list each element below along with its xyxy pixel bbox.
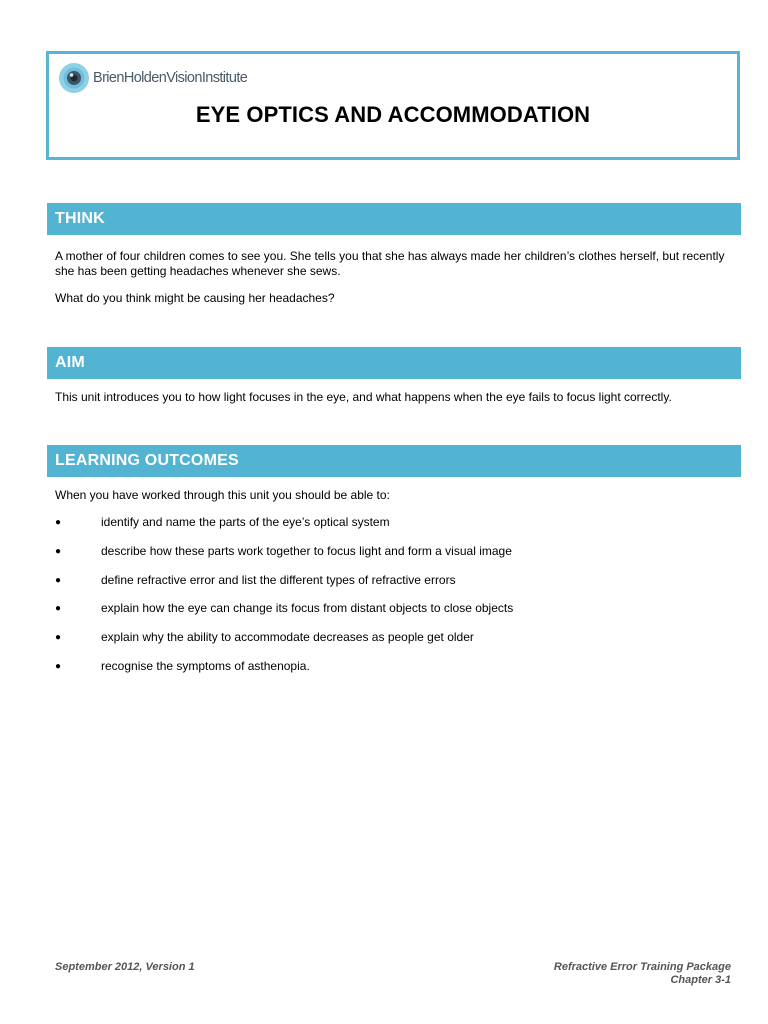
footer-chapter: Chapter 3-1 — [670, 974, 731, 986]
list-item-text: define refractive error and list the different types of refractive errors — [101, 572, 456, 587]
section-heading-learning-outcomes: LEARNING OUTCOMES — [47, 445, 741, 477]
footer-package-title: Refractive Error Training Package — [553, 961, 731, 973]
page-title: EYE OPTICS AND ACCOMMODATION — [195, 102, 591, 127]
institute-logo — [58, 62, 247, 94]
title-header-box — [46, 51, 740, 160]
bullet-icon: ● — [55, 603, 62, 615]
list-item — [55, 544, 735, 573]
footer-date-version: September 2012, Version 1 — [55, 961, 195, 973]
learning-outcomes-list — [55, 515, 735, 688]
list-item-text: describe how these parts work together to focus light and form a visual image — [101, 543, 512, 558]
learning-outcomes-intro: When you have worked through this unit you should be able to: — [55, 488, 390, 502]
section-heading-think: THINK — [47, 203, 741, 235]
list-item — [55, 573, 735, 602]
bullet-icon: ● — [55, 545, 62, 557]
list-item-text: explain why the ability to accommodate decreases as people get older — [101, 630, 474, 645]
list-item — [55, 601, 735, 630]
think-paragraph-1: A mother of four children comes to see you. She tells you that she has always made her children’s clothes herself, but recently she has been getting headaches whenever she sews. — [55, 249, 725, 278]
footer-package-info — [554, 961, 731, 987]
list-item-text: explain how the eye can change its focus from distant objects to close objects — [101, 601, 514, 616]
list-item — [55, 630, 735, 659]
list-item — [55, 515, 735, 544]
section-heading-aim: AIM — [47, 347, 741, 379]
list-item-text: recognise the symptoms of asthenopia. — [101, 658, 310, 673]
eye-icon — [58, 62, 90, 94]
bullet-icon: ● — [55, 574, 62, 586]
aim-paragraph: This unit introduces you to how light focuses in the eye, and what happens when the eye fails to focus light correctly. — [55, 390, 672, 404]
list-item-text: identify and name the parts of the eye’s optical system — [101, 515, 390, 529]
think-paragraph-2: What do you think might be causing her headaches? — [55, 291, 335, 305]
bullet-icon: ● — [55, 632, 62, 644]
list-item — [55, 659, 735, 688]
logo-text: BrienHoldenVisionInstitute — [93, 69, 248, 86]
bullet-icon: ● — [55, 517, 62, 528]
bullet-icon: ● — [55, 660, 62, 672]
